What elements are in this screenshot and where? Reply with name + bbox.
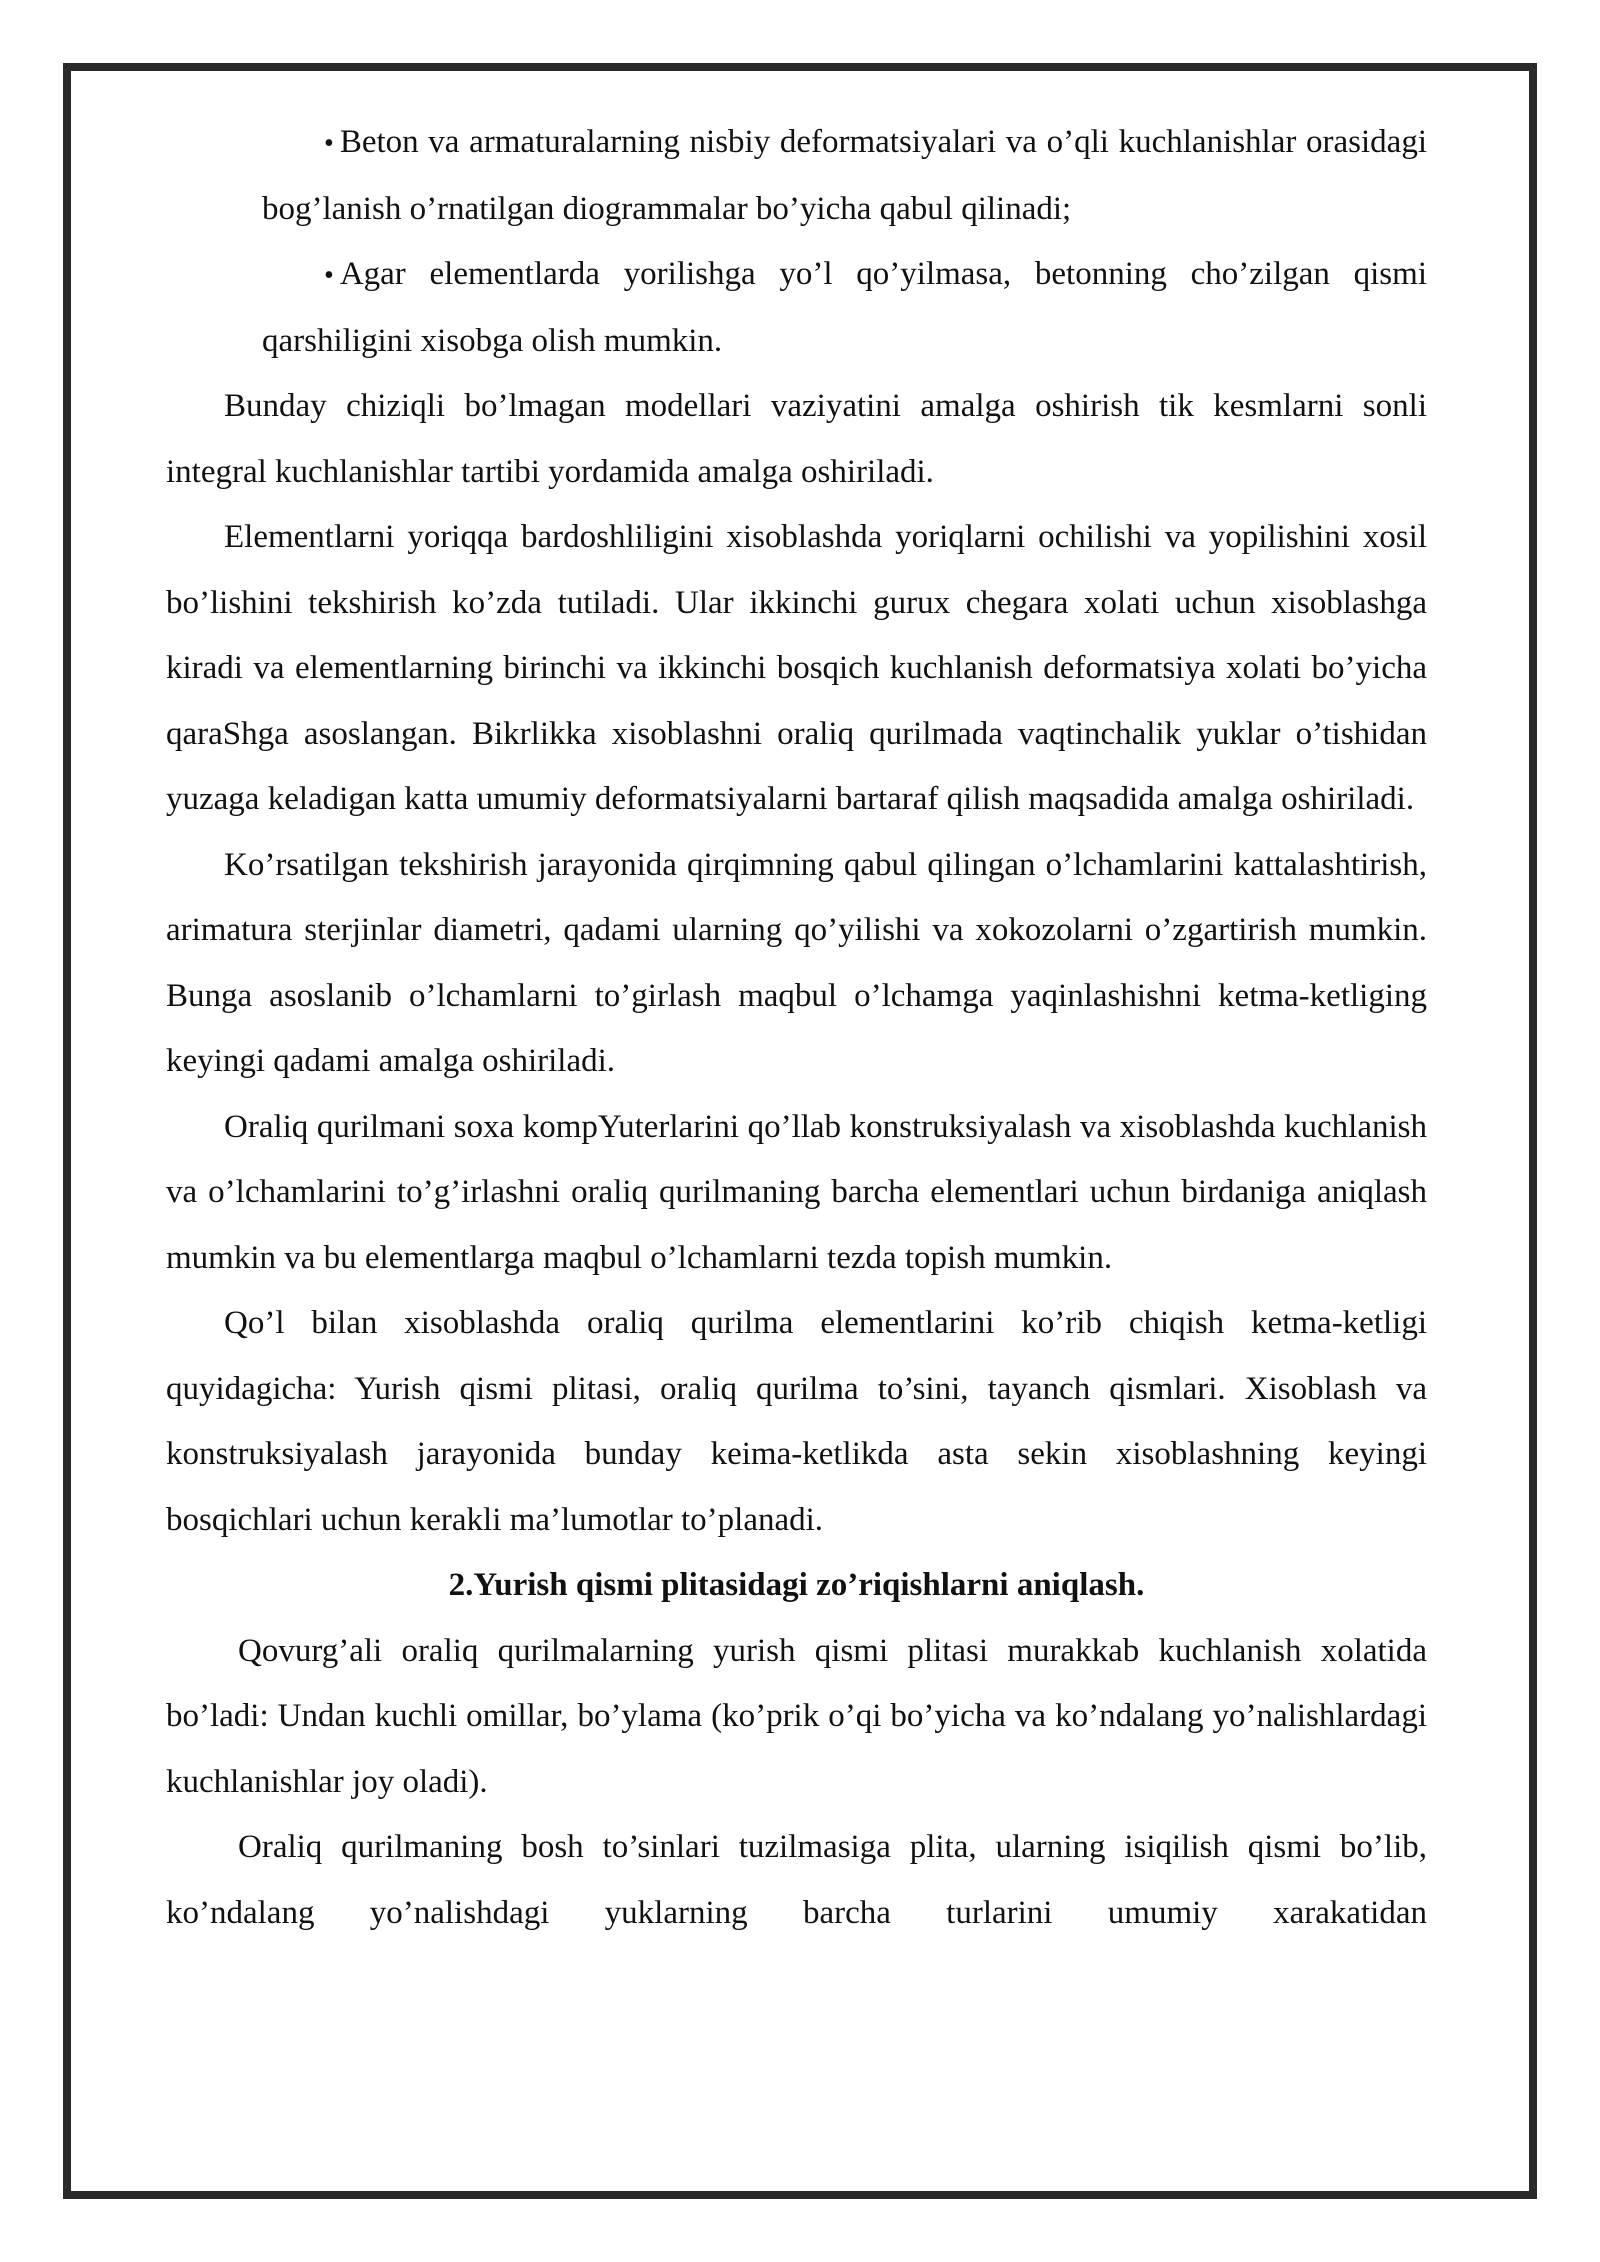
bullet-item xyxy=(166,242,1427,374)
paragraph: Qo’l bilan xisoblashda oraliq qurilma elementlarini ko’rib chiqish ketma-ketligi quyidagicha: Yurish qismi plitasi, oraliq qurilma to’sini, tayanch qismlari. Xisoblash va konstruksiyalash jarayonida bunday keima-ketlikda asta sekin xisoblashning keyingi bosqichlari uchun kerakli ma’lumotlar to’planadi. xyxy=(166,1305,1427,1538)
paragraph: Ko’rsatilgan tekshirish jarayonida qirqimning qabul qilingan o’lchamlarini kattalashtirish, arimatura sterjinlar diametri, qadami ularning qo’yilishi va xokozolarni o’zgartirish mumkin. Bunga asoslanib o’lchamlarni to’girlash maqbul o’lchamga yaqinlashishni ketma-ketliging keyingi qadami amalga oshiriladi. xyxy=(166,846,1427,1079)
document-body xyxy=(166,110,1427,1946)
paragraph: Bunday chiziqli bo’lmagan modellari vaziyatini amalga oshirish tik kesmlarni sonli integral kuchlanishlar tartibi yordamida amalga oshiriladi. xyxy=(166,388,1427,490)
paragraph: Qovurg’ali oraliq qurilmalarning yurish qismi plitasi murakkab kuchlanish xolatida bo’ladi: Undan kuchli omillar, bo’ylama (ko’prik o’qi bo’yicha va ko’ndalang yo’nalishlardagi kuchlanishlar joy oladi). xyxy=(166,1632,1427,1800)
paragraph: Oraliq qurilmaning bosh to’sinlari tuzilmasiga plita, ularning isiqilish qismi bo’lib, ko’ndalang yo’nalishdagi yuklarning barcha turlarini umumiy xarakatidan xyxy=(166,1829,1427,1931)
paragraph: Oraliq qurilmani soxa kompYuterlarini qo’llab konstruksiyalash va xisoblashda kuchlanish va o’lchamlarini to’g’irlashni oraliq qurilmaning barcha elementlari uchun birdaniga aniqlash mumkin va bu elementlarga maqbul o’lchamlarni tezda topish mumkin. xyxy=(166,1108,1427,1276)
paragraph: Elementlarni yoriqqa bardoshliligini xisoblashda yoriqlarni ochilishi va yopilishini xosil bo’lishini tekshirish ko’zda tutiladi. Ular ikkinchi gurux chegara xolati uchun xisoblashga kiradi va elementlarning birinchi va ikkinchi bosqich kuchlanish deformatsiya xolati bo’yicha qaraShga asoslangan. Bikrlikka xisoblashni oraliq qurilmada vaqtinchalik yuklar o’tishidan yuzaga keladigan katta umumiy deformatsiyalarni bartaraf qilish maqsadida amalga oshiriladi. xyxy=(166,519,1427,817)
bullet-icon: • xyxy=(324,260,334,291)
bullet-text: Beton va armaturalarning nisbiy deformatsiyalari va o’qli kuchlanishlar orasidagi bog’lanish o’rnatilgan diogrammalar bo’yicha qabul qilinadi; xyxy=(262,124,1427,227)
bullet-icon: • xyxy=(324,128,334,159)
section-heading: 2.Yurish qismi plitasidagi zo’riqishlarni aniqlash. xyxy=(448,1567,1145,1603)
bullet-text: Agar elementlarda yorilishga yo’l qo’yilmasa, betonning cho’zilgan qismi qarshiligini xisobga olish mumkin. xyxy=(262,256,1427,359)
bullet-item xyxy=(166,110,1427,242)
